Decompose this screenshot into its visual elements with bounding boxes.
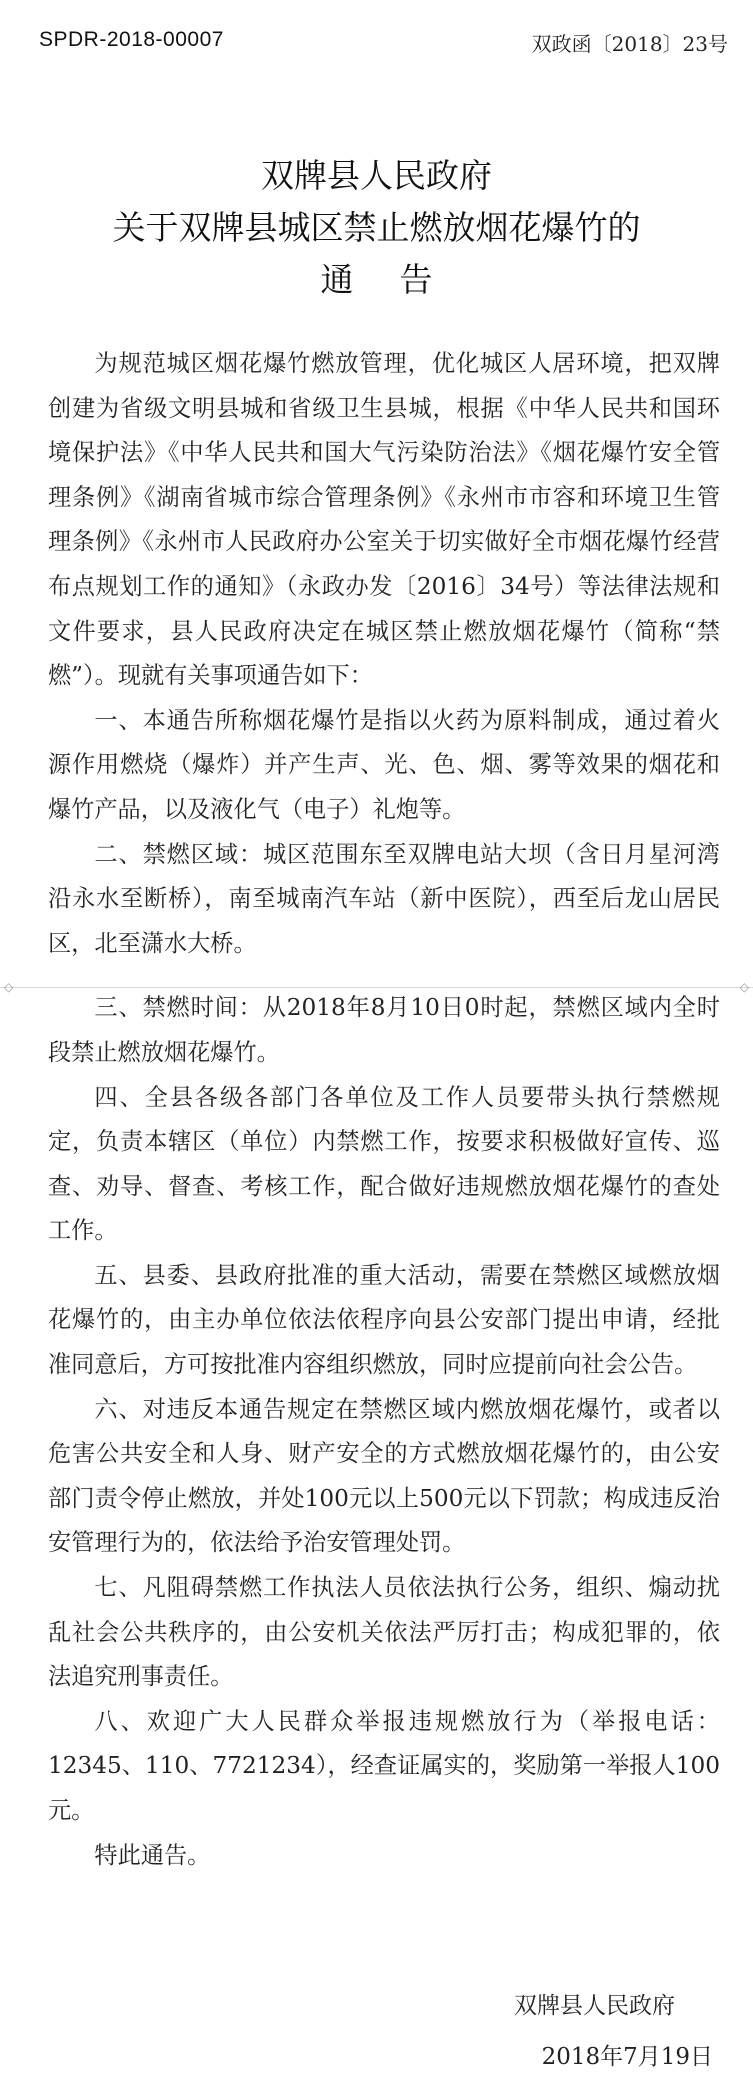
- document-number: 双政函〔2018〕23号: [531, 32, 728, 56]
- intro-paragraph: 为规范城区烟花爆竹燃放管理，优化城区人居环境，把双牌创建为省级文明县城和省级卫生县城，根据《中华人民共和国环境保护法》《中华人民共和国大气污染防治法》《烟花爆竹安全管理条例》《湖南省城市综合管理条例》《永州市市容和环境卫生管理条例》《永州市人民政府办公室关于切实做好全市烟花爆竹经营布点规划工作的通知》（永政办发〔2016〕34号）等法律法规和文件要求，县人民政府决定在城区禁止燃放烟花爆竹（简称“禁燃”）。现就有关事项通告如下：: [48, 350, 720, 690]
- signature-block: [413, 1981, 713, 2083]
- closing-paragraph: 特此通告。: [94, 1841, 211, 1869]
- item-7-paragraph: 七、凡阻碍禁燃工作执法人员依法执行公务，组织、煽动扰乱社会公共秩序的，由公安机关依法严厉打击；构成犯罪的，依法追究刑事责任。: [48, 1574, 720, 1691]
- issuer-name: 双牌县人民政府: [514, 1993, 675, 2019]
- page-divider: [0, 987, 753, 988]
- issue-date: 2018年7月19日: [541, 2044, 713, 2070]
- item-4-paragraph: 四、全县各级各部门各单位及工作人员要带头执行禁燃规定，负责本辖区（单位）内禁燃工作，按要求积极做好宣传、巡查、劝导、督查、考核工作，配合做好违规燃放烟花爆竹的查处工作。: [48, 1083, 720, 1245]
- item-8-paragraph: 八、欢迎广大人民群众举报违规燃放行为（举报电话：12345、110、7721234），经查证属实的，奖励第一举报人100元。: [48, 1707, 720, 1824]
- item-6-paragraph: 六、对违反本通告规定在禁燃区域内燃放烟花爆竹，或者以危害公共安全和人身、财产安全的方式燃放烟花爆竹的，由公安部门责令停止燃放，并处100元以上500元以下罚款；构成违反治安管理行为的，依法给予治安管理处罚。: [48, 1395, 720, 1557]
- item-3-paragraph: 三、禁燃时间：从2018年8月10日0时起，禁燃区域内全时段禁止燃放烟花爆竹。: [48, 994, 720, 1066]
- document-title: [0, 150, 753, 306]
- document-body: [48, 342, 720, 1878]
- divider-left-mark: ◇: [4, 980, 14, 994]
- item-5-paragraph: 五、县委、县政府批准的重大活动，需要在禁燃区域燃放烟花爆竹的，由主办单位依法依程序向县公安部门提出申请，经批准同意后，方可按批准内容组织燃放，同时应提前向社会公告。: [48, 1261, 720, 1379]
- title-issuer: 双牌县人民政府: [261, 156, 492, 195]
- title-subject: 关于双牌县城区禁止燃放烟花爆竹的: [112, 208, 641, 247]
- title-notice: 通告: [320, 260, 479, 299]
- item-1-paragraph: 一、本通告所称烟花爆竹是指以火药为原料制成，通过着火源作用燃烧（爆炸）并产生声、光、色、烟、雾等效果的烟花和爆竹产品，以及液化气（电子）礼炮等。: [48, 706, 720, 823]
- document-code: SPDR-2018-00007: [39, 28, 224, 51]
- divider-right-mark: ◇: [739, 980, 749, 994]
- item-2-paragraph: 二、禁燃区域：城区范围东至双牌电站大坝（含日月星河湾沿永水至断桥），南至城南汽车站（新中医院），西至后龙山居民区，北至潇水大桥。: [48, 840, 720, 957]
